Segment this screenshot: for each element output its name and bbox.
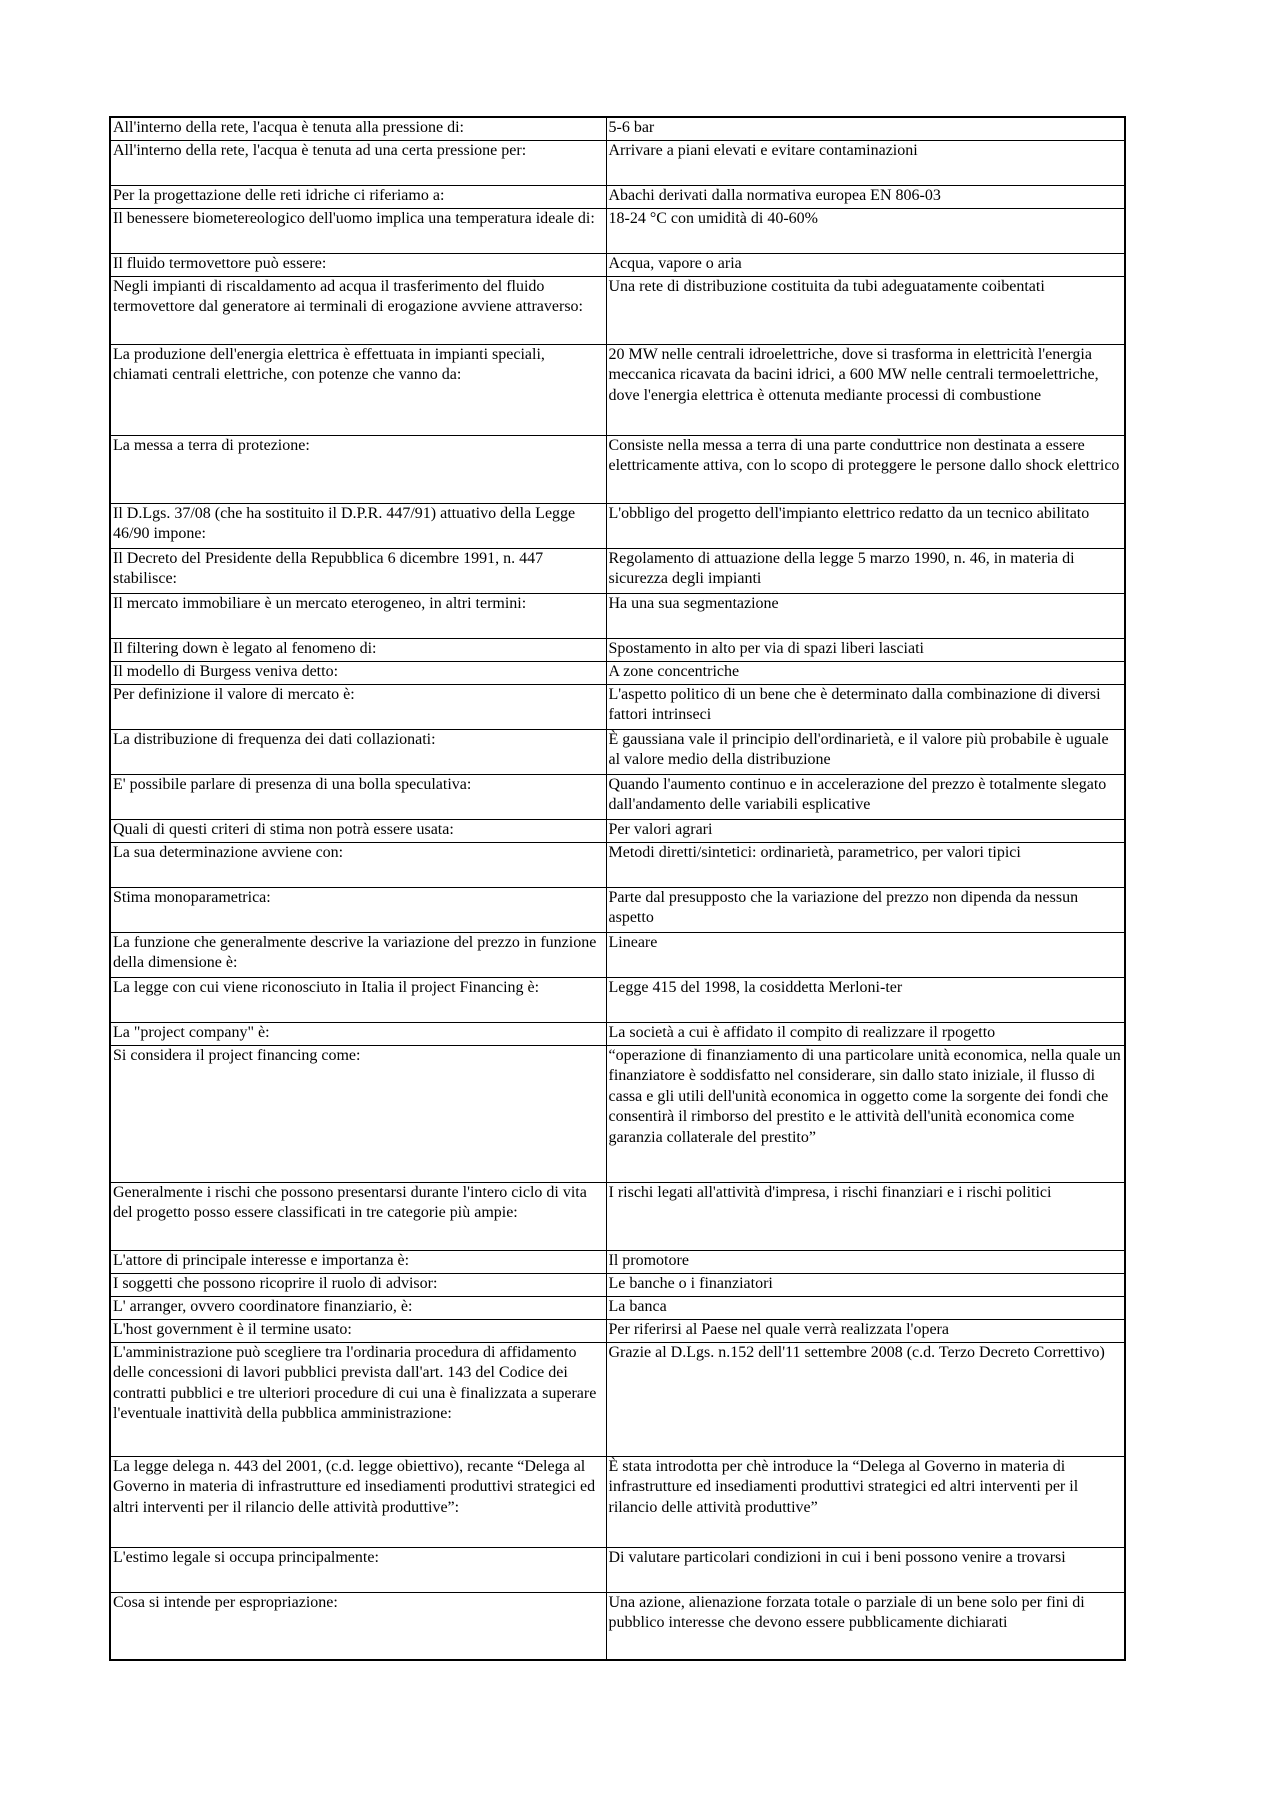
answer-cell: Le banche o i finanziatori: [606, 1273, 1125, 1296]
table-row: [110, 253, 1125, 276]
answer-cell: I rischi legati all'attività d'impresa, i rischi finanziari e i rischi politici: [606, 1182, 1125, 1250]
table-row: [110, 1592, 1125, 1660]
table-row: [110, 185, 1125, 208]
table-row: [110, 977, 1125, 1022]
question-cell: Generalmente i rischi che possono presentarsi durante l'intero ciclo di vita del progetto posso essere classificati in tre categorie più ampie:: [110, 1182, 606, 1250]
qa-sheet: [109, 116, 1124, 1661]
table-row: [110, 1342, 1125, 1456]
answer-cell: Acqua, vapore o aria: [606, 253, 1125, 276]
question-cell: Stima monoparametrica:: [110, 887, 606, 932]
table-row: [110, 1273, 1125, 1296]
table-row: [110, 932, 1125, 977]
question-cell: All'interno della rete, l'acqua è tenuta ad una certa pressione per:: [110, 140, 606, 185]
answer-cell: Per valori agrari: [606, 819, 1125, 842]
answer-cell: L'obbligo del progetto dell'impianto elettrico redatto da un tecnico abilitato: [606, 503, 1125, 548]
table-row: [110, 503, 1125, 548]
table-row: [110, 593, 1125, 638]
table-row: [110, 140, 1125, 185]
question-cell: All'interno della rete, l'acqua è tenuta alla pressione di:: [110, 117, 606, 140]
answer-cell: A zone concentriche: [606, 661, 1125, 684]
answer-cell: Consiste nella messa a terra di una parte conduttrice non destinata a essere elettricamente attiva, con lo scopo di proteggere le persone dallo shock elettrico: [606, 435, 1125, 503]
answer-cell: Il promotore: [606, 1250, 1125, 1273]
table-row: [110, 1182, 1125, 1250]
table-row: [110, 1319, 1125, 1342]
question-cell: Il D.Lgs. 37/08 (che ha sostituito il D.P.R. 447/91) attuativo della Legge 46/90 impone:: [110, 503, 606, 548]
table-row: [110, 729, 1125, 774]
question-cell: L'amministrazione può scegliere tra l'ordinaria procedura di affidamento delle concessioni di lavori pubblici prevista dall'art. 143 del Codice dei contratti pubblici e tre ulteriori procedure di cui una è finalizzata a superare l'eventuale inattività della pubblica amministrazione:: [110, 1342, 606, 1456]
question-cell: La distribuzione di frequenza dei dati collazionati:: [110, 729, 606, 774]
answer-cell: Metodi diretti/sintetici: ordinarietà, parametrico, per valori tipici: [606, 842, 1125, 887]
answer-cell: L'aspetto politico di un bene che è determinato dalla combinazione di diversi fattori intrinseci: [606, 684, 1125, 729]
qa-table: [109, 116, 1126, 1661]
answer-cell: Arrivare a piani elevati e evitare contaminazioni: [606, 140, 1125, 185]
answer-cell: “operazione di finanziamento di una particolare unità economica, nella quale un finanziatore è soddisfatto nel considerare, sin dallo stato iniziale, il flusso di cassa e gli utili dell'unità economica in oggetto come la sorgente dei fondi che consentirà il rimborso del prestito e le attività dell'unità economica come garanzia collaterale del prestito”: [606, 1045, 1125, 1182]
answer-cell: Una rete di distribuzione costituita da tubi adeguatamente coibentati: [606, 276, 1125, 344]
question-cell: Per definizione il valore di mercato è:: [110, 684, 606, 729]
question-cell: L'estimo legale si occupa principalmente:: [110, 1547, 606, 1592]
answer-cell: 20 MW nelle centrali idroelettriche, dove si trasforma in elettricità l'energia meccanica ricavata da bacini idrici, a 600 MW nelle centrali termoelettriche, dove l'energia elettrica è ottenuta mediante processi di combustione: [606, 344, 1125, 435]
table-row: [110, 1250, 1125, 1273]
answer-cell: Legge 415 del 1998, la cosiddetta Merloni-ter: [606, 977, 1125, 1022]
question-cell: L'attore di principale interesse e importanza è:: [110, 1250, 606, 1273]
question-cell: La messa a terra di protezione:: [110, 435, 606, 503]
question-cell: La legge con cui viene riconosciuto in Italia il project Financing è:: [110, 977, 606, 1022]
table-row: [110, 1022, 1125, 1045]
table-row: [110, 887, 1125, 932]
answer-cell: Per riferirsi al Paese nel quale verrà realizzata l'opera: [606, 1319, 1125, 1342]
answer-cell: Lineare: [606, 932, 1125, 977]
answer-cell: Regolamento di attuazione della legge 5 marzo 1990, n. 46, in materia di sicurezza degli impianti: [606, 548, 1125, 593]
answer-cell: Spostamento in alto per via di spazi liberi lasciati: [606, 638, 1125, 661]
table-row: [110, 435, 1125, 503]
question-cell: Il benessere biometereologico dell'uomo implica una temperatura ideale di:: [110, 208, 606, 253]
question-cell: L'host government è il termine usato:: [110, 1319, 606, 1342]
answer-cell: La società a cui è affidato il compito di realizzare il rpogetto: [606, 1022, 1125, 1045]
question-cell: Il mercato immobiliare è un mercato eterogeneo, in altri termini:: [110, 593, 606, 638]
question-cell: L' arranger, ovvero coordinatore finanziario, è:: [110, 1296, 606, 1319]
question-cell: La produzione dell'energia elettrica è effettuata in impianti speciali, chiamati centrali elettriche, con potenze che vanno da:: [110, 344, 606, 435]
answer-cell: Quando l'aumento continuo e in accelerazione del prezzo è totalmente slegato dall'andamento delle variabili esplicative: [606, 774, 1125, 819]
table-row: [110, 842, 1125, 887]
answer-cell: 18-24 °C con umidità di 40-60%: [606, 208, 1125, 253]
question-cell: Negli impianti di riscaldamento ad acqua il trasferimento del fluido termovettore dal generatore ai terminali di erogazione avviene attraverso:: [110, 276, 606, 344]
answer-cell: Una azione, alienazione forzata totale o parziale di un bene solo per fini di pubblico interesse che devono essere pubblicamente dichiarati: [606, 1592, 1125, 1660]
answer-cell: Abachi derivati dalla normativa europea EN 806-03: [606, 185, 1125, 208]
answer-cell: Ha una sua segmentazione: [606, 593, 1125, 638]
question-cell: E' possibile parlare di presenza di una bolla speculativa:: [110, 774, 606, 819]
question-cell: La sua determinazione avviene con:: [110, 842, 606, 887]
table-row: [110, 548, 1125, 593]
answer-cell: È gaussiana vale il principio dell'ordinarietà, e il valore più probabile è uguale al valore medio della distribuzione: [606, 729, 1125, 774]
table-row: [110, 344, 1125, 435]
question-cell: La "project company" è:: [110, 1022, 606, 1045]
question-cell: Il filtering down è legato al fenomeno di:: [110, 638, 606, 661]
answer-cell: Parte dal presupposto che la variazione del prezzo non dipenda da nessun aspetto: [606, 887, 1125, 932]
table-row: [110, 661, 1125, 684]
table-row: [110, 684, 1125, 729]
table-row: [110, 1045, 1125, 1182]
question-cell: Il fluido termovettore può essere:: [110, 253, 606, 276]
question-cell: Cosa si intende per espropriazione:: [110, 1592, 606, 1660]
table-row: [110, 276, 1125, 344]
table-row: [110, 819, 1125, 842]
question-cell: I soggetti che possono ricoprire il ruolo di advisor:: [110, 1273, 606, 1296]
answer-cell: Grazie al D.Lgs. n.152 dell'11 settembre 2008 (c.d. Terzo Decreto Correttivo): [606, 1342, 1125, 1456]
answer-cell: Di valutare particolari condizioni in cui i beni possono venire a trovarsi: [606, 1547, 1125, 1592]
question-cell: La legge delega n. 443 del 2001, (c.d. legge obiettivo), recante “Delega al Governo in materia di infrastrutture ed insediamenti produttivi strategici ed altri interventi per il rilancio delle attività produttive”:: [110, 1456, 606, 1547]
answer-cell: È stata introdotta per chè introduce la “Delega al Governo in materia di infrastrutture ed insediamenti produttivi strategici ed altri interventi per il rilancio delle attività produttive”: [606, 1456, 1125, 1547]
question-cell: Quali di questi criteri di stima non potrà essere usata:: [110, 819, 606, 842]
answer-cell: 5-6 bar: [606, 117, 1125, 140]
table-row: [110, 117, 1125, 140]
table-row: [110, 1456, 1125, 1547]
table-row: [110, 774, 1125, 819]
question-cell: Il modello di Burgess veniva detto:: [110, 661, 606, 684]
question-cell: Si considera il project financing come:: [110, 1045, 606, 1182]
table-row: [110, 1547, 1125, 1592]
answer-cell: La banca: [606, 1296, 1125, 1319]
question-cell: La funzione che generalmente descrive la variazione del prezzo in funzione della dimensione è:: [110, 932, 606, 977]
table-row: [110, 638, 1125, 661]
table-row: [110, 208, 1125, 253]
table-row: [110, 1296, 1125, 1319]
question-cell: Per la progettazione delle reti idriche ci riferiamo a:: [110, 185, 606, 208]
question-cell: Il Decreto del Presidente della Repubblica 6 dicembre 1991, n. 447 stabilisce:: [110, 548, 606, 593]
